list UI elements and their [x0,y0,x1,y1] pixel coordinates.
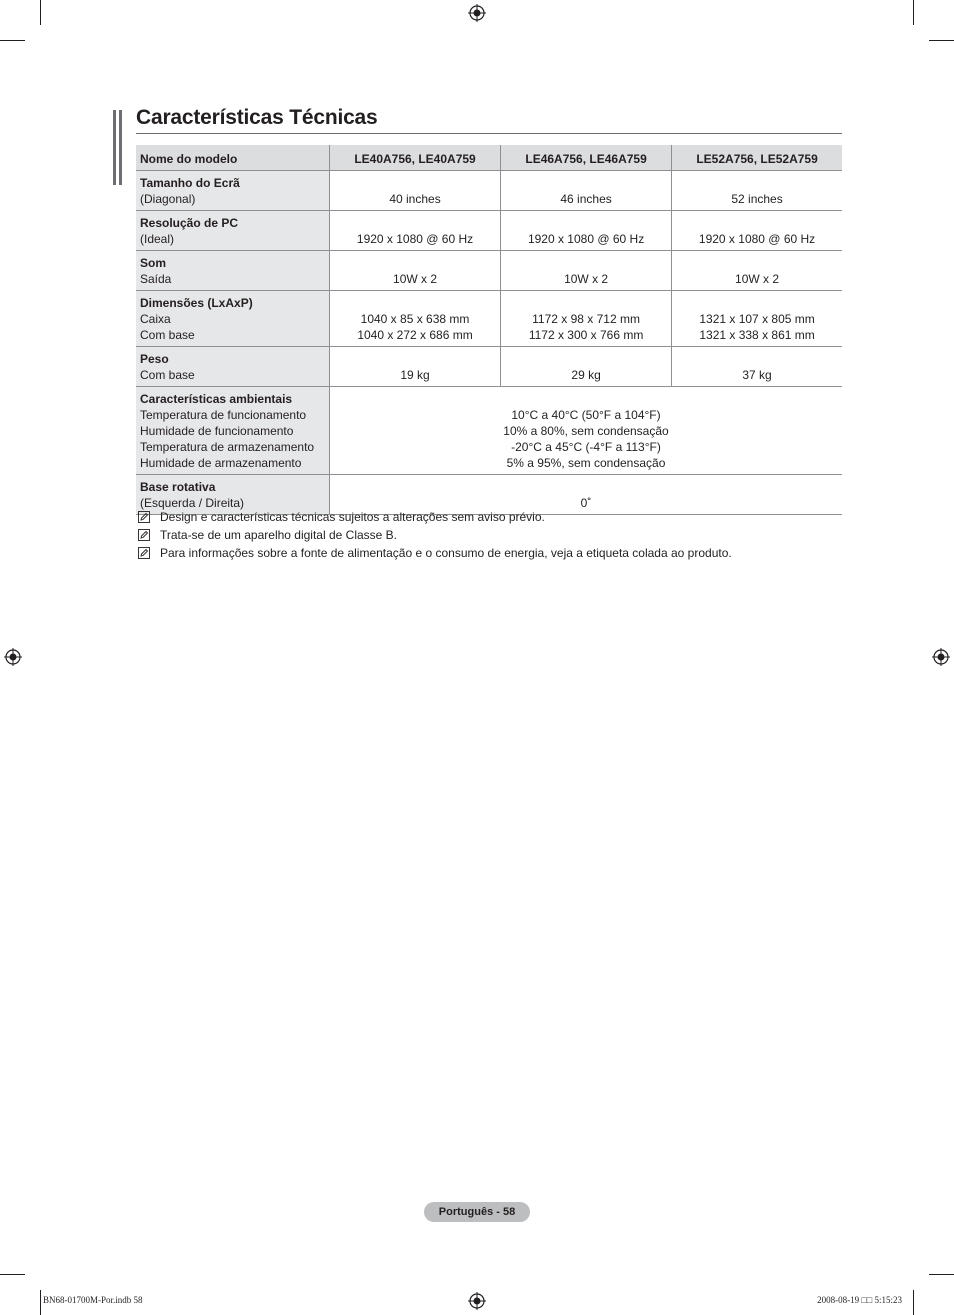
crop-mark [913,1290,914,1315]
table-cell [501,251,672,291]
row-label-cell [136,171,330,211]
print-footer-file: BN68-01700M-Por.indb 58 [43,1295,143,1305]
cell-value: 5% a 95%, sem condensação [506,456,666,470]
notes-list [136,508,732,562]
row-sublabel: Humidade de funcionamento [140,424,294,438]
note-pencil-icon [138,528,150,540]
note-pencil-icon [138,510,150,522]
row-label-cell [136,387,330,475]
cell-value: 1040 x 85 x 638 mm [360,312,470,326]
table-cell [501,211,672,251]
row-sublabel: Humidade de armazenamento [140,456,302,470]
cell-value: 1172 x 300 x 766 mm [528,328,644,342]
table-cell [330,171,501,211]
row-label-cell [136,347,330,387]
row-sublabel: Saída [140,272,172,286]
cell-value: -20°C a 45°C (-4°F a 113°F) [511,440,661,454]
table-cell [330,347,501,387]
row-label: Base rotativa [140,480,216,494]
cell-value: 10W x 2 [393,272,438,286]
cell-value: 40 inches [389,192,441,206]
registration-mark-icon [4,648,22,666]
table-cell [330,251,501,291]
row-sublabel: (Ideal) [140,232,175,246]
crop-mark [40,1290,41,1315]
cell-value: 1920 x 1080 @ 60 Hz [527,232,645,246]
cell-value: 1040 x 272 x 686 mm [357,328,473,342]
page-title: Características Técnicas [136,106,378,129]
cell-value: 46 inches [560,192,612,206]
table-row [136,347,842,387]
table-cell [501,347,672,387]
cell-value: 10% a 80%, sem condensação [503,424,669,438]
row-sublabel: Caixa [140,312,171,326]
row-sublabel: Com base [140,368,195,382]
table-cell [672,251,842,291]
cell-value: 37 kg [742,368,772,382]
specifications-table [136,145,842,515]
registration-mark-icon [932,648,950,666]
merged-table-cell [330,387,843,475]
note-item [136,526,732,544]
table-cell [672,291,842,347]
cell-value: 1920 x 1080 @ 60 Hz [698,232,816,246]
note-pencil-icon [138,546,150,558]
row-label: Peso [140,352,169,366]
cell-value: 19 kg [400,368,430,382]
row-sublabel: Temperatura de armazenamento [140,440,315,454]
table-cell [330,291,501,347]
cell-value: 29 kg [571,368,601,382]
row-label: Características ambientais [140,392,293,406]
row-sublabel: (Diagonal) [140,192,196,206]
cell-value: 10W x 2 [564,272,609,286]
table-row [136,171,842,211]
table-cell [501,291,672,347]
crop-mark [913,0,914,25]
print-footer-timestamp: 2008-08-19 □□ 5:15:23 [817,1295,902,1305]
cell-value: 1920 x 1080 @ 60 Hz [356,232,474,246]
table-cell [501,171,672,211]
table-cell [672,347,842,387]
table-cell [330,211,501,251]
cell-value: 0˚ [580,496,592,510]
note-item [136,508,732,526]
cell-value: 10°C a 40°C (50°F a 104°F) [511,408,661,422]
crop-mark [929,40,954,41]
table-row [136,291,842,347]
crop-mark [929,1274,954,1275]
row-label-cell [136,211,330,251]
note-item [136,544,732,562]
note-text: Trata-se de um aparelho digital de Classe B. [160,528,398,542]
row-label: Tamanho do Ecrã [140,176,240,190]
note-text: Design e características técnicas sujeitos a alterações sem aviso prévio. [160,510,545,524]
page-number-badge: Português - 58 [424,1202,530,1222]
title-divider [136,133,842,134]
table-row [136,387,842,475]
row-label-cell [136,291,330,347]
column-header: Nome do modelo [136,145,330,171]
cell-value: 1321 x 338 x 861 mm [699,328,815,342]
crop-mark [0,40,25,41]
cell-value: 10W x 2 [735,272,780,286]
row-sublabel: (Esquerda / Direita) [140,496,245,510]
crop-mark [0,1274,25,1275]
column-header: LE46A756, LE46A759 [501,145,672,171]
row-label: Resolução de PC [140,216,239,230]
table-cell [672,171,842,211]
cell-value: 1172 x 98 x 712 mm [532,312,640,326]
table-row [136,251,842,291]
registration-mark-icon [468,1292,486,1310]
cell-value: 52 inches [731,192,783,206]
row-sublabel: Com base [140,328,195,342]
row-label-cell [136,251,330,291]
table-header-row [136,145,842,171]
column-header: LE52A756, LE52A759 [672,145,842,171]
table-row [136,211,842,251]
note-text: Para informações sobre a fonte de alimentação e o consumo de energia, veja a etiqueta colada ao produto. [160,546,732,560]
crop-mark [40,0,41,25]
table-cell [672,211,842,251]
row-sublabel: Temperatura de funcionamento [140,408,307,422]
column-header: LE40A756, LE40A759 [330,145,501,171]
registration-mark-icon [468,4,486,22]
cell-value: 1321 x 107 x 805 mm [699,312,815,326]
row-label: Som [140,256,167,270]
row-label: Dimensões (LxAxP) [140,296,253,310]
